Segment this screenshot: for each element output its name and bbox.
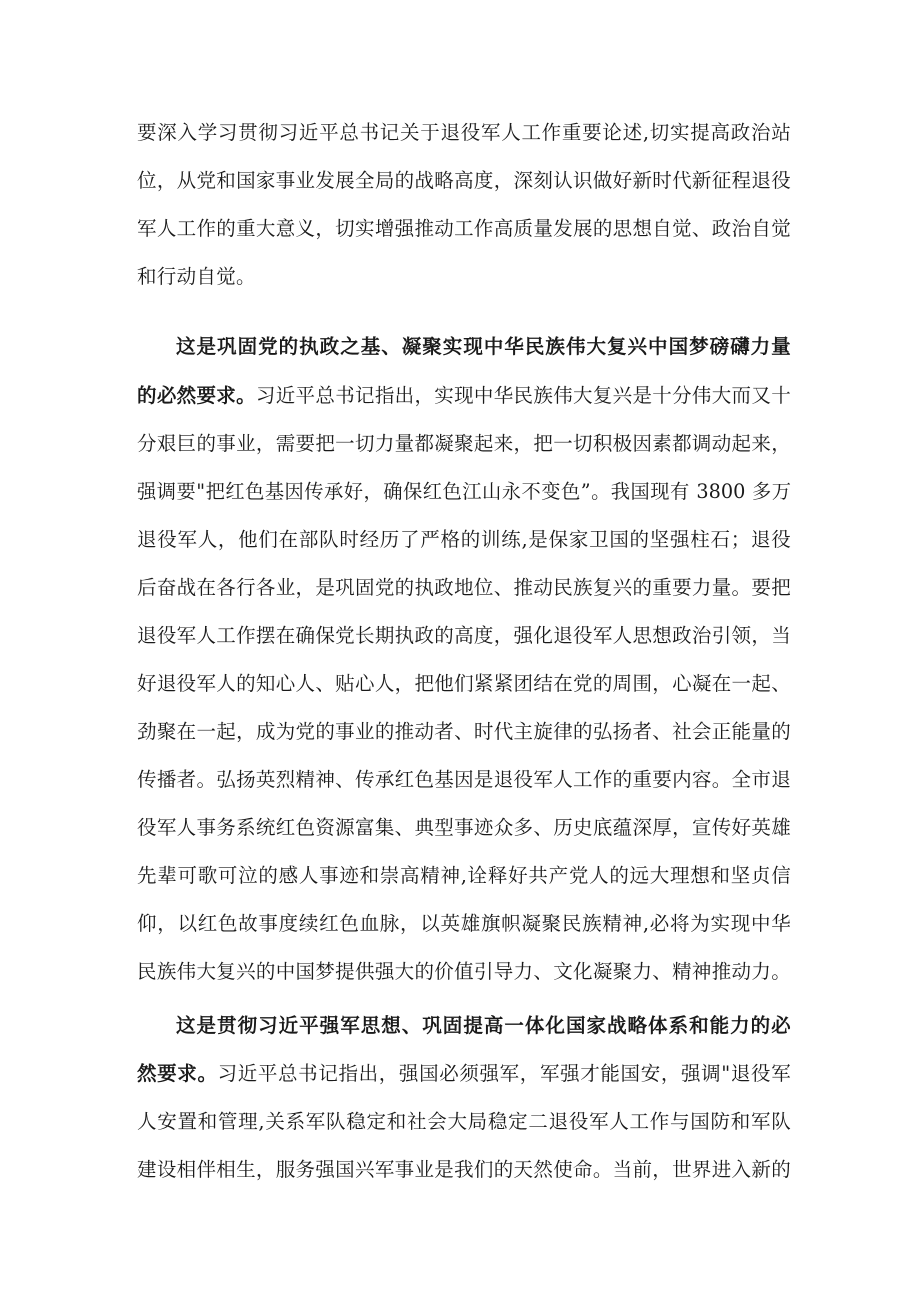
text-line: 人安置和管理,关系军队稳定和社会大局稳定二退役军人工作与国防和军队: [137, 1110, 791, 1133]
text-line: 退役军人，他们在部队时经历了严格的训练,是保家卫国的坚强柱石；退役: [137, 528, 791, 551]
text-line: 劲聚在一起，成为党的事业的推动者、时代主旋律的弘扬者、社会正能量的: [137, 720, 791, 743]
text-run: 习近平总书记指出，强国必须强军，军强才能国安，强调"退役军: [217, 1062, 791, 1085]
text-line: 先辈可歌可泣的感人事迹和崇高精神,诠释好共产党人的远大理想和坚贞信: [137, 864, 791, 887]
text-line: 建设相伴相生，服务强国兴军事业是我们的天然使命。当前，世界进入新的: [137, 1158, 791, 1181]
paragraph-heading-end: 然要求。: [137, 1062, 218, 1085]
text-line: 传播者。弘扬英烈精神、传承红色基因是退役军人工作的重要内容。全市退: [137, 768, 791, 791]
text-line: 要深入学习贯彻习近平总书记关于退役军人工作重要论述,切实提高政治站: [137, 121, 791, 144]
text-line-mixed: [137, 383, 791, 409]
text-line: 民族伟大复兴的中国梦提供强大的价值引导力、文化凝聚力、精神推动力。: [137, 960, 791, 983]
text-line: 军人工作的重大意义，切实增强推动工作高质量发展的思想自觉、政治自觉: [137, 217, 791, 240]
text-line: 好退役军人的知心人、贴心人，把他们紧紧团结在党的周围，心凝在一起、: [137, 672, 791, 695]
text-line: 退役军人工作摆在确保党长期执政的高度，强化退役军人思想政治引领，当: [137, 624, 791, 647]
text-line: 后奋战在各行各业，是巩固党的执政地位、推动民族复兴的重要力量。要把: [137, 576, 791, 599]
text-run: 习近平总书记指出，实现中华民族伟大复兴是十分伟大而又十: [255, 384, 791, 407]
text-line-mixed: [137, 1061, 791, 1087]
text-line: 役军人事务系统红色资源富集、典型事迹众多、历史底蕴深厚，宣传好英雄: [137, 816, 791, 839]
text-line: 仰，以红色故事度续红色血脉，以英雄旗帜凝聚民族精神,必将为实现中华: [137, 912, 791, 935]
text-line: 和行动自觉。: [137, 265, 256, 288]
paragraph-heading-end: 的必然要求。: [137, 384, 256, 407]
text-line: 位，从党和国家事业发展全局的战略高度，深刻认识做好新时代新征程退役: [137, 169, 791, 192]
paragraph-heading: 这是巩固党的执政之基、凝聚实现中华民族伟大复兴中国梦磅礴力量: [176, 335, 791, 358]
text-line: 强调要"把红色基因传承好，确保红色江山永不变色”。我国现有 3800 多万: [137, 480, 791, 503]
text-line: 分艰巨的事业，需要把一切力量都凝聚起来，把一切积极因素都调动起来，: [137, 432, 791, 455]
paragraph-heading: 这是贯彻习近平强军思想、巩固提高一体化国家战略体系和能力的必: [176, 1014, 791, 1037]
